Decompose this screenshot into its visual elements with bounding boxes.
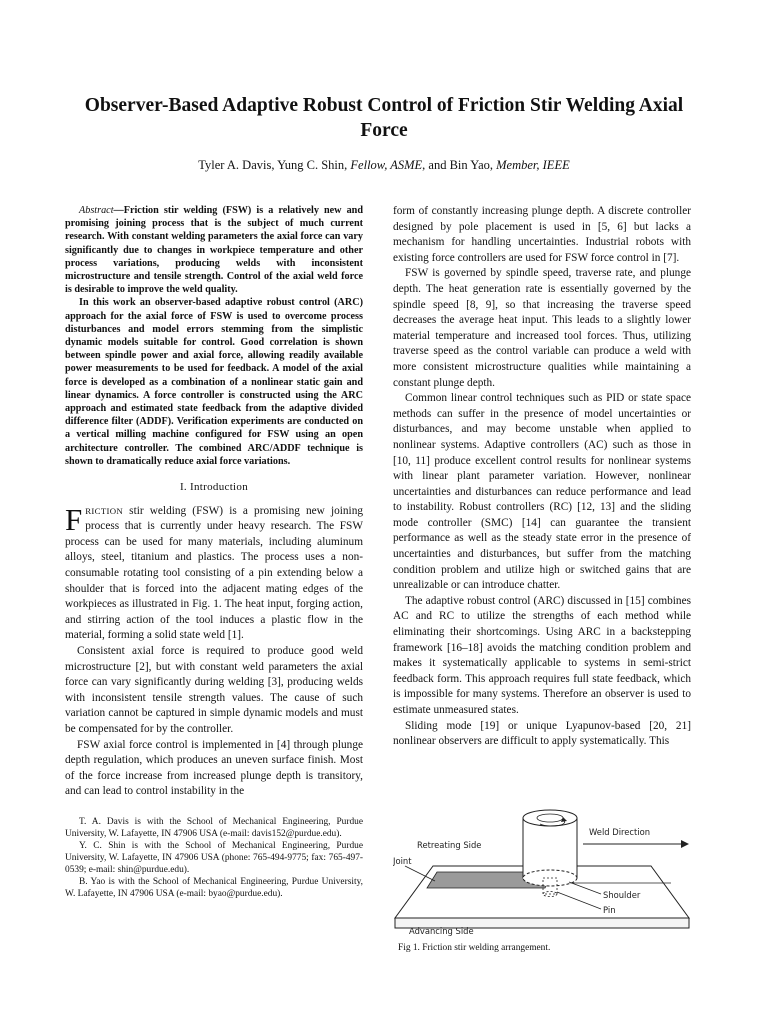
fsw-diagram <box>393 808 693 948</box>
figure-fsw-arrangement <box>393 808 693 948</box>
right-paragraph-4: The adaptive robust control (ARC) discussed in [15] combines AC and RC to utilize the strengths of each method while eliminating their shortcomings. Using ARC in a backstepping framework [16–18] avoids the matching condition problem and makes it systematically applicable to systems in semi-strict feedback form. This approach requires full state feedback, which is impossible for many systems. Therefore an observer is used to estimate unmeasured states. <box>393 594 691 716</box>
intro-paragraph-3: FSW axial force control is implemented in [4] through plunge depth regulation, which produces an uneven surface finish. Most of the force increase from increased plunge depth is transitory, and can lead to control instability in the <box>65 738 363 798</box>
right-paragraph-1: form of constantly increasing plunge depth. A discrete controller designed by pole placement is used in [5, 6] but lacks a mechanism for handling uncertainties. Industrial robots with existing force controllers are used for FSW force control in [7]. <box>393 205 691 264</box>
abstract-lead: Abstract <box>79 205 114 216</box>
shin-title: Fellow, ASME <box>350 158 423 172</box>
yao-title: Member, IEEE <box>496 158 570 172</box>
label-weld-direction: Weld Direction <box>589 827 651 837</box>
right-paragraph-5: Sliding mode [19] or unique Lyapunov-based [20, 21] nonlinear observers are difficult to apply systematically. This <box>393 719 691 748</box>
shoulder <box>523 870 577 886</box>
abstract-dash: — <box>113 205 124 216</box>
authors-part-2: , and Bin Yao, <box>422 158 497 172</box>
label-joint: Joint <box>393 856 412 866</box>
tool-body <box>523 818 577 878</box>
abstract <box>65 204 363 468</box>
label-advancing-side: Advancing Side <box>409 926 474 936</box>
label-retreating-side: Retreating Side <box>417 840 482 850</box>
weld-direction-arrow-head <box>681 840 689 848</box>
right-paragraph-2: FSW is governed by spindle speed, traverse rate, and plunge depth. The heat generation rate is essentially governed by the spindle speed [8, 9], so that increasing the traverse speed decreases the average heat input. This leads to a slightly lower material temperature and increased tool forces. Thus, utilizing traverse speed as the control variable can produce a weld with more consistent microstructure qualities while maintaining a constant plunge depth. <box>393 267 691 389</box>
right-paragraph-3: Common linear control techniques such as PID or state space methods can suffer in the presence of model uncertainties or disturbances, and may become unstable when applied to nonlinear systems. Adaptive controllers (AC) such as those in [10, 11] produce excellent control results for nonlinear systems with linear plant parameter variation. However, nonlinear uncertainties and disturbances can reduce performance and lead to instability. Robust controllers (RC) [12, 13] and the sliding mode controller (SMC) [14] can guarantee the transient performance as well as the steady state error in the presence of uncertainties and disturbances, but suffer from the matching condition problem and utilize high or switched gains that are unrealizable or can introduce chatter. <box>393 392 691 592</box>
intro-text-1: stir welding (FSW) is a promising new joining process that is currently under heavy research. The FSW process can be used for many materials, including aluminum alloys, steel, titanium and plastics. The process uses a non-consumable rotating tool consisting of a pin extending below a shoulder that is forced into the adjacent mating edges of the workpieces as illustrated in Fig. 1. The heat input, forging action, and stirring action of the tool induces a plastic flow in the material, forming a solid state weld [1]. <box>65 504 363 642</box>
abstract-paragraph-2: In this work an observer-based adaptive robust control (ARC) approach for the axial force of FSW is used to overcome process disturbances and model errors stemming from the simplistic dynamic models suitable for control. Good correlation is shown between spindle power and axial force, allowing readily available power measurements to be used for feedback. A model of the axial force is developed as a combination of a nonlinear static gain and linear dynamics. A force controller is constructed using the ARC approach and estimated state feedback from the adaptive divided difference filter (ADDF). Verification experiments are conducted on a vertical milling machine configured for FSW using an open architecture controller. The combined ARC/ADDF technique is shown to dramatically reduce axial force variations. <box>65 297 363 467</box>
footnote-davis: T. A. Davis is with the School of Mechanical Engineering, Purdue University, W. Lafayette, IN 47906 USA (e-mail: davis152@purdue.edu). <box>65 816 363 839</box>
drop-cap: F <box>65 501 83 537</box>
abstract-paragraph-1 <box>65 204 363 296</box>
footnote-shin: Y. C. Shin is with the School of Mechanical Engineering, Purdue University, W. Lafayette, IN 47906 USA (phone: 765-494-9775; fax: 765-497-0539; e-mail: shin@purdue.edu). <box>65 840 363 875</box>
intro-smallcaps: RICTION <box>85 505 124 516</box>
figure-caption: Fig 1. Friction stir welding arrangement. <box>398 943 551 953</box>
section-heading-introduction: I. Introduction <box>179 481 249 494</box>
left-column <box>65 204 363 900</box>
tool-top <box>523 810 577 826</box>
label-shoulder: Shoulder <box>603 890 641 900</box>
abstract-text-1: Friction stir welding (FSW) is a relatively new and promising joining process that is the subject of much current research. With constant welding parameters the axial force can vary significantly due to changes in workpiece temperature and other process variations, producing welds with inconsistent microstructure and tensile strength. Control of the axial weld force is desirable to improve the weld quality. <box>65 205 363 296</box>
authors-part-1: Tyler A. Davis, Yung C. Shin, <box>198 158 351 172</box>
author-line <box>60 157 708 173</box>
footnotes <box>65 816 363 900</box>
footnote-yao: B. Yao is with the School of Mechanical Engineering, Purdue University, W. Lafayette, IN 47906 USA (e-mail: byao@purdue.edu). <box>65 876 363 899</box>
intro-paragraph-1 <box>65 501 363 644</box>
right-column <box>393 204 691 750</box>
intro-paragraph-2: Consistent axial force is required to produce good weld microstructure [2], but with constant weld parameters the axial force can vary significantly during welding [3], producing welds with inconsistent tensile strength values. The cause of such variation cannot be captured in simple dynamic models and must be compensated for by the controller. <box>65 645 363 735</box>
paper-title: Observer-Based Adaptive Robust Control of Friction Stir Welding Axial Force <box>84 95 684 141</box>
label-pin: Pin <box>603 905 616 915</box>
